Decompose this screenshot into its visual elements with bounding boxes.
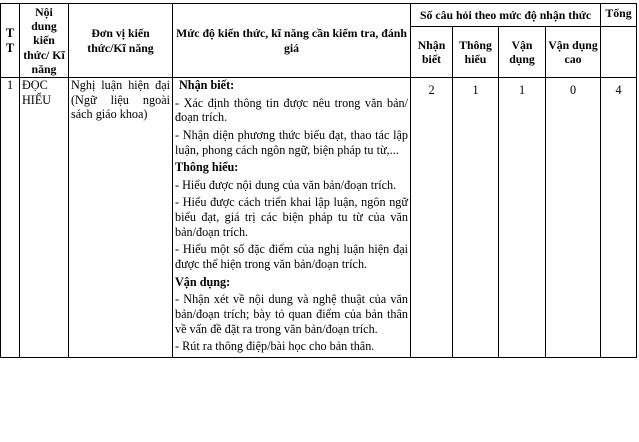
header-row-top: [1, 4, 637, 27]
assessment-matrix-table: [0, 3, 637, 358]
list-item: - Hiểu được cách triển khai lập luận, ngôn ngữ biểu đạt, giá trị các biện pháp tu từ của văn bản/đoạn trích.: [175, 195, 408, 239]
count-thong-hieu: 1: [453, 78, 499, 358]
count-van-dung: 1: [499, 78, 546, 358]
header-level-nhan-biet: Nhận biết: [411, 27, 453, 78]
header-total: Tổng: [601, 4, 637, 27]
list-item: - Nhận diện phương thức biểu đạt, thao tác lập luận, phong cách ngôn ngữ, biện pháp tu từ,...: [175, 127, 408, 157]
section-title-thong-hieu: Thông hiểu:: [175, 160, 239, 175]
list-item: - Xác định thông tin được nêu trong văn bản/đoạn trích.: [175, 95, 408, 125]
row-unit: Nghị luận hiện đại (Ngữ liệu ngoài sách giáo khoa): [69, 78, 173, 358]
section-title-van-dung: Vận dụng:: [175, 274, 231, 289]
list-item: - Hiểu một số đặc điểm của nghị luận hiện đại được thể hiện trong văn bản/đoạn trích.: [175, 242, 408, 272]
row-tt: 1: [1, 78, 20, 358]
list-item: - Nhận xét về nội dung và nghệ thuật của văn bản/đoạn trích; bày tỏ quan điểm của bản thân về vấn đề đặt ra trong văn bản/đoạn trích.: [175, 292, 408, 336]
table-row: [1, 78, 637, 358]
count-van-dung-cao: 0: [546, 78, 601, 358]
header-unit: Đơn vị kiến thức/Kĩ năng: [69, 4, 173, 78]
row-level-description: [173, 78, 411, 358]
count-nhan-biet: 2: [411, 78, 453, 358]
header-tt: T T: [1, 4, 20, 78]
header-count-group: Số câu hỏi theo mức độ nhận thức: [411, 4, 601, 27]
header-level-van-dung: Vận dụng: [499, 27, 546, 78]
count-total: 4: [601, 78, 637, 358]
header-level-van-dung-cao: Vận dụng cao: [546, 27, 601, 78]
section-title-nhan-biet: Nhận biết:: [179, 78, 235, 92]
header-total-empty: [601, 27, 637, 78]
header-level: Mức độ kiến thức, kĩ năng cần kiểm tra, đánh giá: [173, 4, 411, 78]
list-item: - Hiểu được nội dung của văn bản/đoạn trích.: [175, 177, 397, 192]
list-item: - Rút ra thông điệp/bài học cho bản thân.: [175, 339, 375, 354]
row-content: ĐỌC HIỂU: [20, 78, 69, 358]
header-level-thong-hieu: Thông hiểu: [453, 27, 499, 78]
header-content: Nội dung kiến thức/ Kĩ năng: [20, 4, 69, 78]
